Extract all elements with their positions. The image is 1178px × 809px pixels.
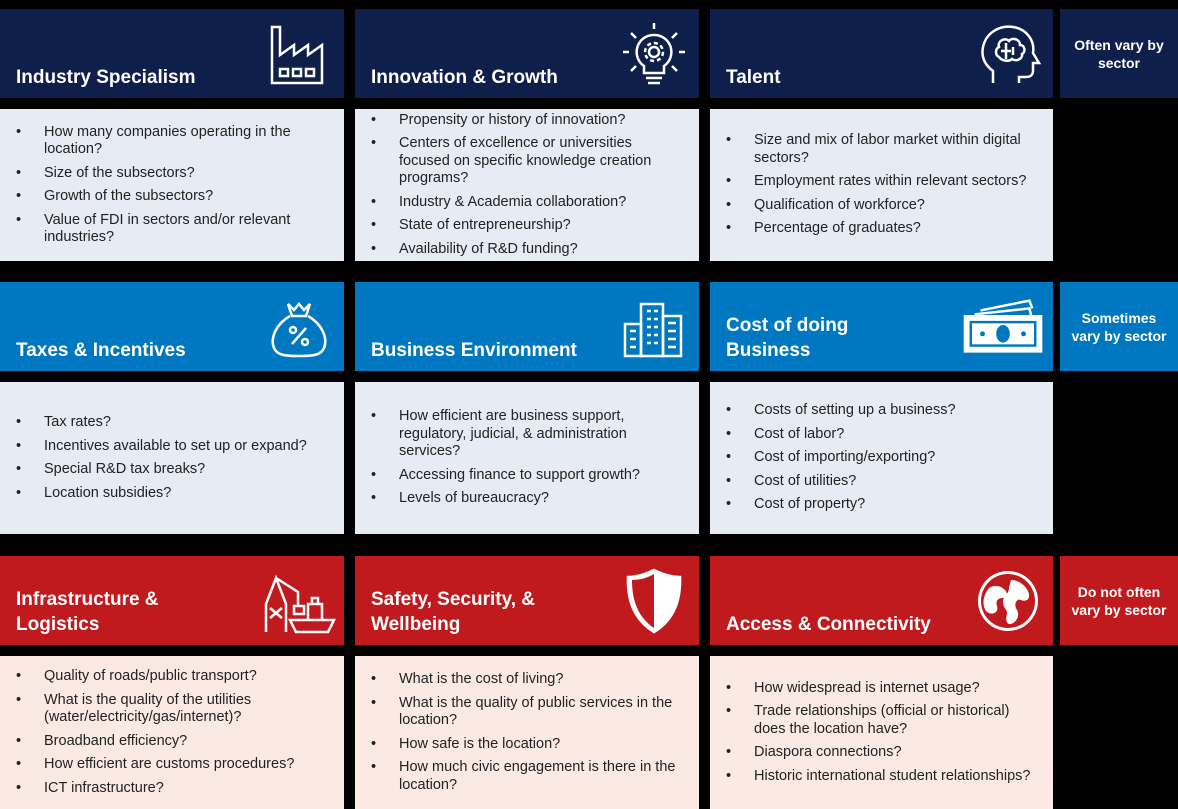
bullet-list bbox=[726, 126, 1039, 244]
header-infrastructure-logistics bbox=[0, 556, 344, 645]
list-item: • What is the quality of the utilities (water/electricity/gas/internet)? bbox=[16, 692, 330, 727]
header-title: Talent bbox=[726, 67, 781, 88]
bullet-list bbox=[16, 408, 330, 508]
list-item: • Availability of R&D funding? bbox=[371, 241, 685, 259]
list-item: • How many companies operating in the location? bbox=[16, 124, 330, 159]
side-label-text: Do not often vary by sector bbox=[1071, 583, 1167, 618]
header-industry-specialism bbox=[0, 9, 344, 98]
factory-icon bbox=[266, 21, 332, 87]
card-business-environment bbox=[355, 382, 699, 534]
list-item: • Industry & Academia collaboration? bbox=[371, 194, 685, 212]
list-item: • Location subsidies? bbox=[16, 485, 330, 503]
list-item: • Value of FDI in sectors and/or relevant industries? bbox=[16, 212, 330, 247]
header-title: Innovation & Growth bbox=[371, 67, 558, 88]
card-cost-of-doing-business bbox=[710, 382, 1053, 534]
office-buildings-icon bbox=[621, 294, 687, 360]
bullet-list bbox=[371, 106, 685, 265]
list-item: • How safe is the location? bbox=[371, 736, 685, 754]
list-item: • Diaspora connections? bbox=[726, 744, 1039, 762]
header-access-connectivity bbox=[710, 556, 1053, 645]
list-item: • Tax rates? bbox=[16, 414, 330, 432]
globe-icon bbox=[975, 568, 1041, 634]
list-item: • Accessing finance to support growth? bbox=[371, 467, 685, 485]
list-item: • ICT infrastructure? bbox=[16, 780, 330, 798]
list-item: • Cost of utilities? bbox=[726, 473, 1039, 491]
bullet-list bbox=[16, 662, 330, 803]
header-safety-security bbox=[355, 556, 699, 645]
header-talent bbox=[710, 9, 1053, 98]
card-industry-specialism bbox=[0, 109, 344, 261]
header-title: Business Environment bbox=[371, 340, 577, 361]
header-title: Cost of doing Business bbox=[726, 315, 849, 361]
list-item: • Broadband efficiency? bbox=[16, 733, 330, 751]
card-taxes-incentives bbox=[0, 382, 344, 534]
money-bag-percent-icon bbox=[266, 294, 332, 360]
header-title: Industry Specialism bbox=[16, 67, 196, 88]
banknotes-icon bbox=[961, 294, 1045, 360]
list-item: • Propensity or history of innovation? bbox=[371, 112, 685, 130]
header-cost-of-doing-business bbox=[710, 282, 1053, 371]
header-title: Safety, Security, & Wellbeing bbox=[371, 589, 536, 635]
bullet-list bbox=[726, 674, 1039, 792]
list-item: • Percentage of graduates? bbox=[726, 220, 1039, 238]
list-item: • How efficient are customs procedures? bbox=[16, 756, 330, 774]
variability-label-often bbox=[1060, 9, 1178, 98]
bullet-list bbox=[371, 402, 685, 514]
list-item: • Cost of labor? bbox=[726, 426, 1039, 444]
list-item: • Size of the subsectors? bbox=[16, 165, 330, 183]
list-item: • How widespread is internet usage? bbox=[726, 680, 1039, 698]
variability-label-sometimes bbox=[1060, 282, 1178, 371]
list-item: • Trade relationships (official or historical) does the location have? bbox=[726, 703, 1039, 738]
port-crane-ship-icon bbox=[260, 568, 336, 634]
header-business-environment bbox=[355, 282, 699, 371]
list-item: • Levels of bureaucracy? bbox=[371, 490, 685, 508]
list-item: • How efficient are business support, regulatory, judicial, & administration services? bbox=[371, 408, 685, 461]
list-item: • Employment rates within relevant sectors? bbox=[726, 173, 1039, 191]
list-item: • What is the quality of public services in the location? bbox=[371, 695, 685, 730]
list-item: • Qualification of workforce? bbox=[726, 197, 1039, 215]
lightbulb-gear-icon bbox=[621, 21, 687, 87]
list-item: • Costs of setting up a business? bbox=[726, 402, 1039, 420]
card-access-connectivity bbox=[710, 656, 1053, 809]
list-item: • Quality of roads/public transport? bbox=[16, 668, 330, 686]
bullet-list bbox=[371, 665, 685, 800]
card-innovation-growth bbox=[355, 109, 699, 261]
header-title: Access & Connectivity bbox=[726, 614, 931, 635]
side-label-text: Often vary by sector bbox=[1074, 36, 1164, 71]
header-title: Infrastructure & Logistics bbox=[16, 589, 159, 635]
card-infrastructure-logistics bbox=[0, 656, 344, 809]
list-item: • Incentives available to set up or expand? bbox=[16, 438, 330, 456]
list-item: • Historic international student relationships? bbox=[726, 768, 1039, 786]
header-taxes-incentives bbox=[0, 282, 344, 371]
list-item: • What is the cost of living? bbox=[371, 671, 685, 689]
list-item: • How much civic engagement is there in the location? bbox=[371, 759, 685, 794]
header-innovation-growth bbox=[355, 9, 699, 98]
card-talent bbox=[710, 109, 1053, 261]
shield-icon bbox=[621, 568, 687, 634]
list-item: • Cost of importing/exporting? bbox=[726, 449, 1039, 467]
bullet-list bbox=[726, 396, 1039, 520]
list-item: • Growth of the subsectors? bbox=[16, 188, 330, 206]
side-label-text: Sometimes vary by sector bbox=[1071, 309, 1167, 344]
bullet-list bbox=[16, 118, 330, 253]
variability-label-do-not-often bbox=[1060, 556, 1178, 645]
card-safety-security bbox=[355, 656, 699, 809]
list-item: • Size and mix of labor market within digital sectors? bbox=[726, 132, 1039, 167]
list-item: • Centers of excellence or universities focused on specific knowledge creation programs? bbox=[371, 135, 685, 188]
brain-head-icon bbox=[975, 21, 1041, 87]
list-item: • State of entrepreneurship? bbox=[371, 217, 685, 235]
list-item: • Cost of property? bbox=[726, 496, 1039, 514]
header-title: Taxes & Incentives bbox=[16, 340, 186, 361]
list-item: • Special R&D tax breaks? bbox=[16, 461, 330, 479]
